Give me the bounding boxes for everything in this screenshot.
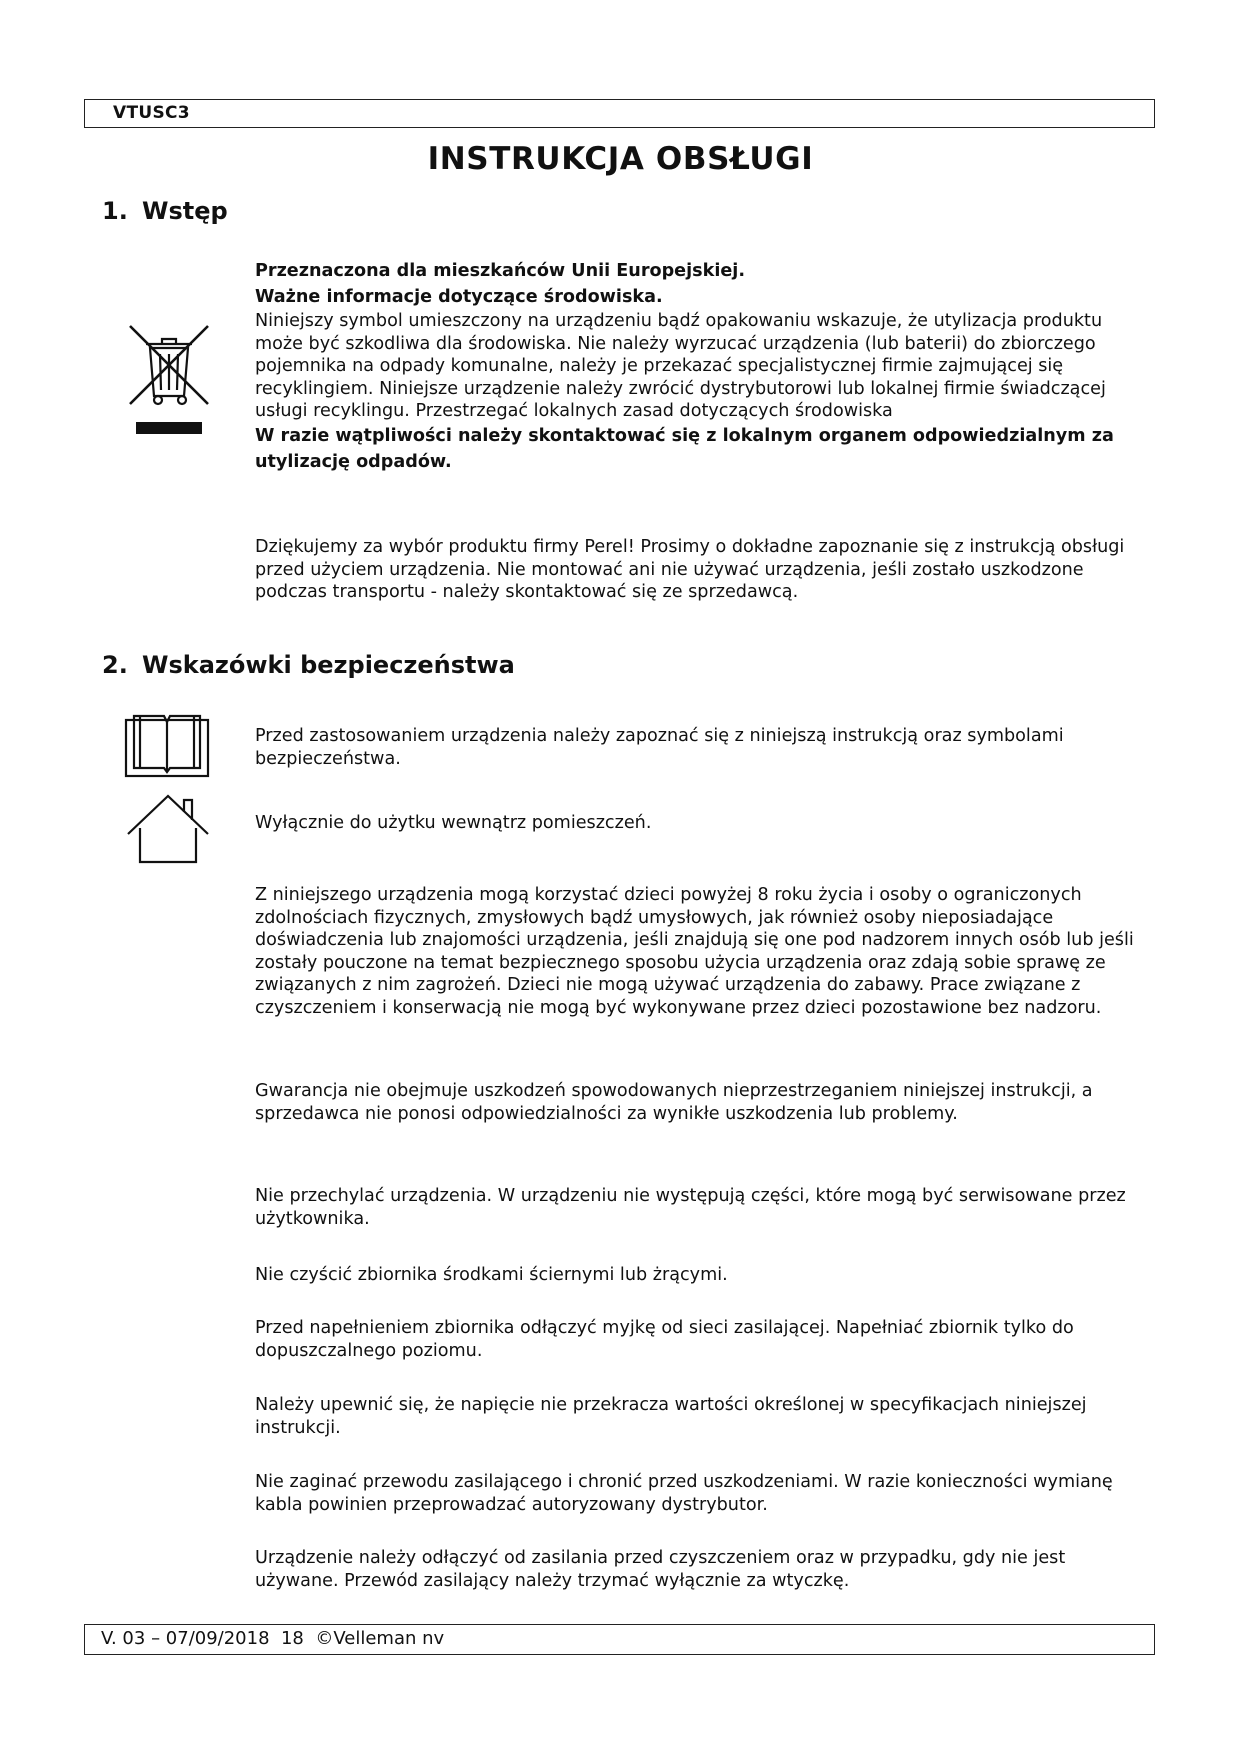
safety-paragraph-warranty bbox=[255, 1080, 1135, 1125]
indoor-notice-text: Wyłącznie do użytku wewnątrz pomieszczeń. bbox=[255, 813, 652, 833]
safety-paragraph-children bbox=[255, 884, 1135, 1019]
safety-paragraph-voltage bbox=[255, 1394, 1135, 1439]
footer-page-number: 18 bbox=[280, 1628, 304, 1649]
thanks-text: Dziękujemy za wybór produktu firmy Perel! Prosimy o dokładne zapoznanie się z instrukcją obsługi przed użyciem urządzenia. Nie montować ani nie używać urządzenia, jeśli zostało uszkodzone podczas transportu - należy skontaktować się ze sprzedawcą. bbox=[255, 537, 1125, 602]
environment-info bbox=[255, 258, 1135, 475]
safety-paragraph: Nie czyścić zbiornika środkami ściernymi lub żrącymi. bbox=[255, 1265, 728, 1285]
safety-paragraph: Gwarancja nie obejmuje uszkodzeń spowodowanych nieprzestrzeganiem niniejszej instrukcji, a sprzedawca nie ponosi odpowiedzialności za wynikłe uszkodzenia lub problemy. bbox=[255, 1081, 1093, 1124]
safety-paragraph: Nie przechylać urządzenia. W urządzeniu nie występują części, które mogą być serwisowane przez użytkownika. bbox=[255, 1186, 1126, 1229]
section-1-number: 1. bbox=[102, 197, 128, 225]
indoor-house-icon bbox=[126, 792, 210, 864]
environment-text: Niniejszy symbol umieszczony na urządzeniu bądź opakowaniu wskazuje, że utylizacja produktu może być szkodliwa dla środowiska. Nie należy wyrzucać urządzenia (lub baterii) do zbiorczego pojemnika na odpady komunalne, należy je przekazać specjalistycznej firmie zajmującej się recyklingiem. Niniejsze urządzenie należy zwrócić dystrybutorowi lub lokalnej firmie świadczącej usługi recyklingu. Przestrzegać lokalnych zasad dotyczących środowiska bbox=[255, 311, 1106, 421]
footer-version: V. 03 – 07/09/2018 bbox=[101, 1628, 270, 1649]
section-2-title: Wskazówki bezpieczeństwa bbox=[142, 651, 515, 679]
manual-notice-text: Przed zastosowaniem urządzenia należy zapoznać się z niniejszą instrukcją oraz symbolami bezpieczeństwa. bbox=[255, 726, 1064, 769]
environment-heading: Ważne informacje dotyczące środowiska. bbox=[255, 287, 663, 307]
safety-paragraph-tilt bbox=[255, 1185, 1135, 1230]
safety-paragraph: Należy upewnić się, że napięcie nie przekracza wartości określonej w specyfikacjach niniejszej instrukcji. bbox=[255, 1395, 1087, 1438]
doubt-contact-text: W razie wątpliwości należy skontaktować się z lokalnym organem odpowiedzialnym za utylizację odpadów. bbox=[255, 425, 1114, 472]
safety-paragraph: Przed napełnieniem zbiornika odłączyć myjkę od sieci zasilającej. Napełniać zbiornik tylko do dopuszczalnego poziomu. bbox=[255, 1318, 1074, 1361]
indoor-notice bbox=[255, 812, 1135, 835]
footer-copyright: ©Velleman nv bbox=[315, 1628, 445, 1649]
footer-bar bbox=[84, 1624, 1155, 1655]
safety-paragraph-unplug bbox=[255, 1547, 1135, 1592]
model-code: VTUSC3 bbox=[113, 103, 190, 123]
page-title: INSTRUKCJA OBSŁUGI bbox=[427, 141, 814, 177]
safety-paragraph: Nie zaginać przewodu zasilającego i chronić przed uszkodzeniami. W razie konieczności wymianę kabla powinien przeprowadzać autoryzowany dystrybutor. bbox=[255, 1472, 1113, 1515]
section-1-heading bbox=[102, 197, 228, 225]
section-2-heading bbox=[102, 651, 515, 679]
eu-residents-heading: Przeznaczona dla mieszkańców Unii Europejskiej. bbox=[255, 261, 745, 281]
section-1-title: Wstęp bbox=[142, 197, 228, 225]
safety-paragraph-filling bbox=[255, 1317, 1135, 1362]
safety-paragraph-cable bbox=[255, 1471, 1135, 1516]
read-manual-book-icon bbox=[124, 712, 210, 778]
footer-line bbox=[101, 1628, 444, 1649]
manual-notice bbox=[255, 725, 1135, 770]
safety-paragraph: Z niniejszego urządzenia mogą korzystać dzieci powyżej 8 roku życia i osoby o ograniczonych zdolnościach fizycznych, zmysłowych bądź umysłowych, jak również osoby nieposiadające doświadczenia lub znajomości urządzenia, jeśli znajdują się one pod nadzorem innych osób lub jeśli zostały pouczone na temat bezpiecznego sposobu użycia urządzenia oraz zdają sobie sprawę ze związanych z nim zagrożeń. Dzieci nie mogą używać urządzenia do zabawy. Prace związane z czyszczeniem i konserwacją nie mogą być wykonywane przez dzieci pozostawione bez nadzoru. bbox=[255, 885, 1134, 1018]
header-bar bbox=[84, 99, 1155, 128]
weee-crossed-bin-icon bbox=[124, 322, 214, 442]
safety-paragraph: Urządzenie należy odłączyć od zasilania przed czyszczeniem oraz w przypadku, gdy nie jest używane. Przewód zasilający należy trzymać wyłącznie za wtyczkę. bbox=[255, 1548, 1066, 1591]
thanks-paragraph bbox=[255, 536, 1135, 604]
safety-paragraph-cleaning bbox=[255, 1264, 1135, 1287]
section-2-number: 2. bbox=[102, 651, 128, 679]
